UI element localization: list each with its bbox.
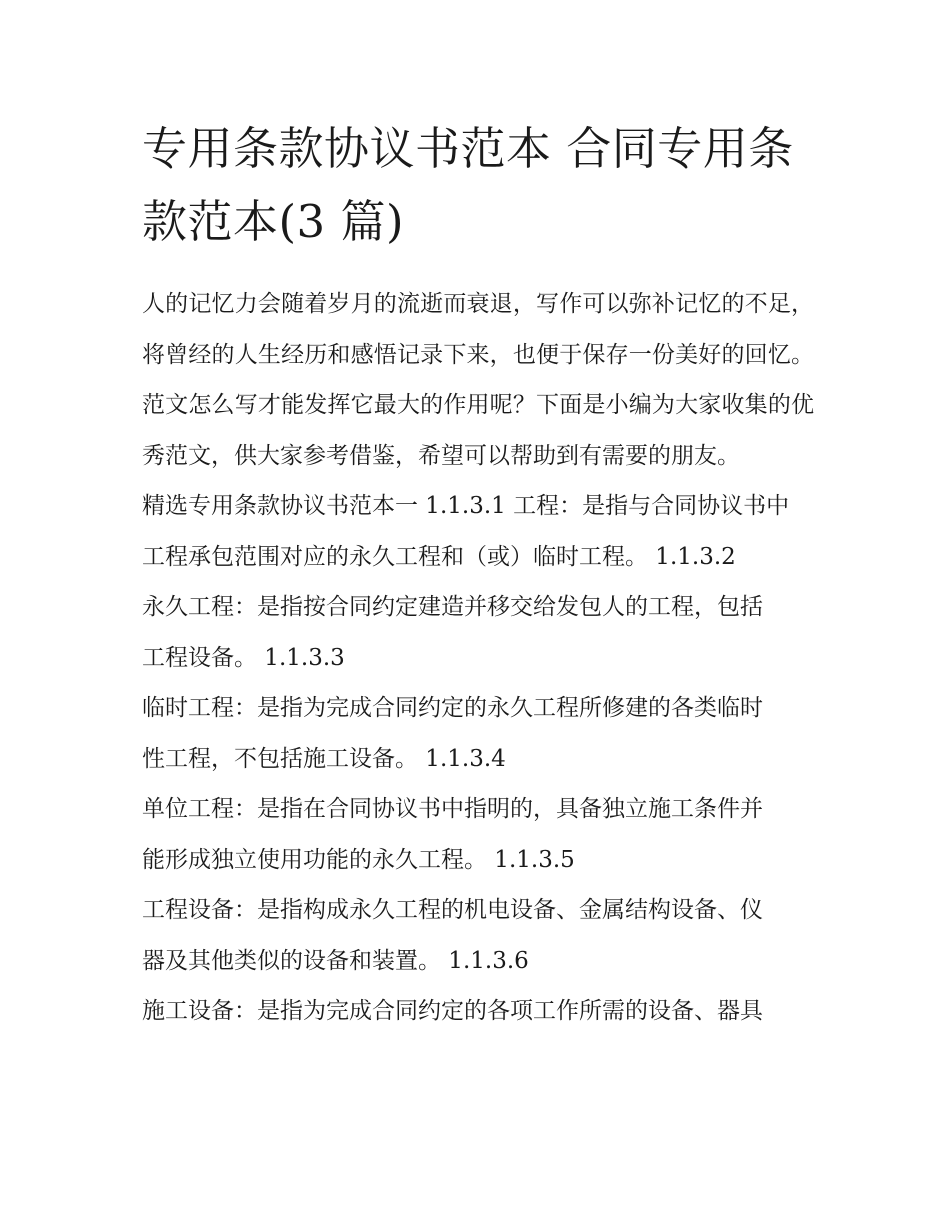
- clause-line: 工程设备。 1.1.3.3: [142, 644, 345, 671]
- clause-line: 能形成独立使用功能的永久工程。 1.1.3.5: [142, 846, 575, 873]
- clause-line: 工程设备：是指构成永久工程的机电设备、金属结构设备、仪: [142, 897, 763, 923]
- clause-line: 临时工程：是指为完成合同约定的永久工程所修建的各类临时: [142, 695, 763, 721]
- intro-paragraph: 人的记忆力会随着岁月的流逝而衰退，写作可以弥补记忆的不足，将曾经的人生经历和感悟记录下来，也便于保存一份美好的回忆。范文怎么写才能发挥它最大的作用呢？下面是小编为大家收集的优秀范文，供大家参考借鉴，希望可以帮助到有需要的朋友。: [142, 291, 814, 469]
- clause-line: 精选专用条款协议书范本一 1.1.3.1 工程：是指与合同协议书中: [142, 493, 790, 519]
- clause-line: 永久工程：是指按合同约定建造并移交给发包人的工程，包括: [142, 594, 763, 620]
- clause-line: 单位工程：是指在合同协议书中指明的，具备独立施工条件并: [142, 796, 763, 822]
- clause-line: 性工程，不包括施工设备。 1.1.3.4: [142, 745, 506, 772]
- clause-line: 工程承包范围对应的永久工程和（或）临时工程。 1.1.3.2: [142, 543, 736, 570]
- document-title: 专用条款协议书范本 合同专用条款范本(3 篇): [142, 122, 794, 248]
- clause-line: 施工设备：是指为完成合同约定的各项工作所需的设备、器具: [142, 998, 763, 1024]
- document-page: [142, 112, 814, 1037]
- clause-lines: [142, 481, 814, 1037]
- clause-line: 器及其他类似的设备和装置。 1.1.3.6: [142, 947, 529, 974]
